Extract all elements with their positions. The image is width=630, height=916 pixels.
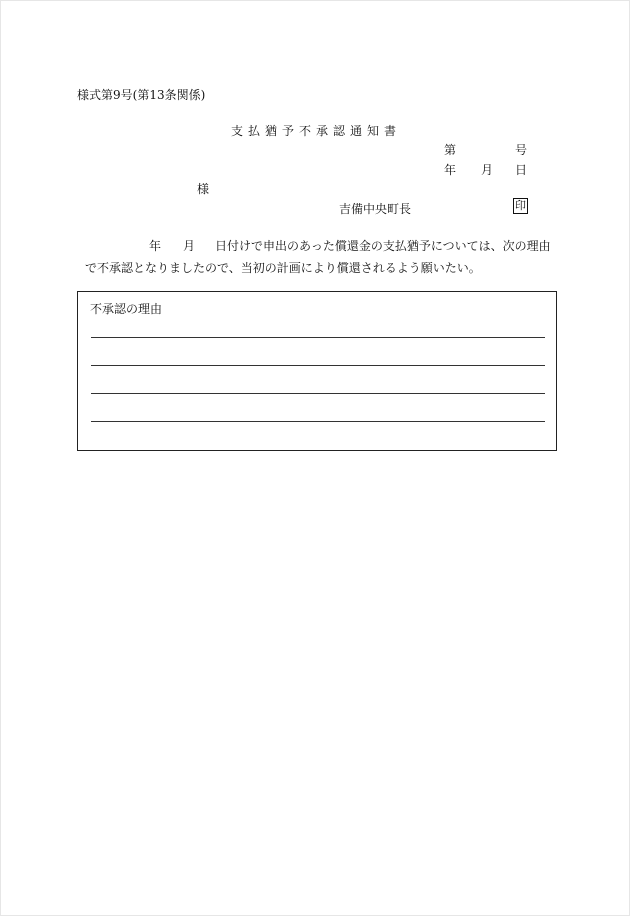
issue-date-month: 月 bbox=[481, 163, 494, 177]
issue-date-day: 日 bbox=[515, 163, 528, 177]
document-number-prefix: 第 bbox=[444, 143, 457, 157]
document-title: 支払猶予不承認通知書 bbox=[230, 124, 401, 138]
seal-mark: 印 bbox=[515, 199, 526, 212]
notice-body-line-1 bbox=[77, 235, 567, 257]
reason-entry-line[interactable] bbox=[91, 337, 545, 338]
notice-body-line-2: で不承認となりましたので、当初の計画により償還されるよう願いたい。 bbox=[85, 261, 481, 275]
addressee-honorific: 様 bbox=[197, 182, 210, 196]
notice-body bbox=[77, 235, 567, 279]
form-number: 様式第9号(第13条関係) bbox=[77, 88, 206, 102]
reason-box bbox=[77, 291, 557, 451]
reason-entry-line[interactable] bbox=[91, 421, 545, 422]
issue-date-year: 年 bbox=[444, 163, 457, 177]
body-line1-text: 日付けで申出のあった償還金の支払猶予については、次の理由 bbox=[215, 239, 551, 253]
reason-entry-line[interactable] bbox=[91, 365, 545, 366]
reason-entry-line[interactable] bbox=[91, 393, 545, 394]
body-month: 月 bbox=[183, 239, 196, 253]
issuer-name: 吉備中央町長 bbox=[339, 202, 412, 216]
body-year: 年 bbox=[149, 239, 162, 253]
document-number-suffix: 号 bbox=[515, 143, 528, 157]
reason-label: 不承認の理由 bbox=[90, 302, 163, 316]
